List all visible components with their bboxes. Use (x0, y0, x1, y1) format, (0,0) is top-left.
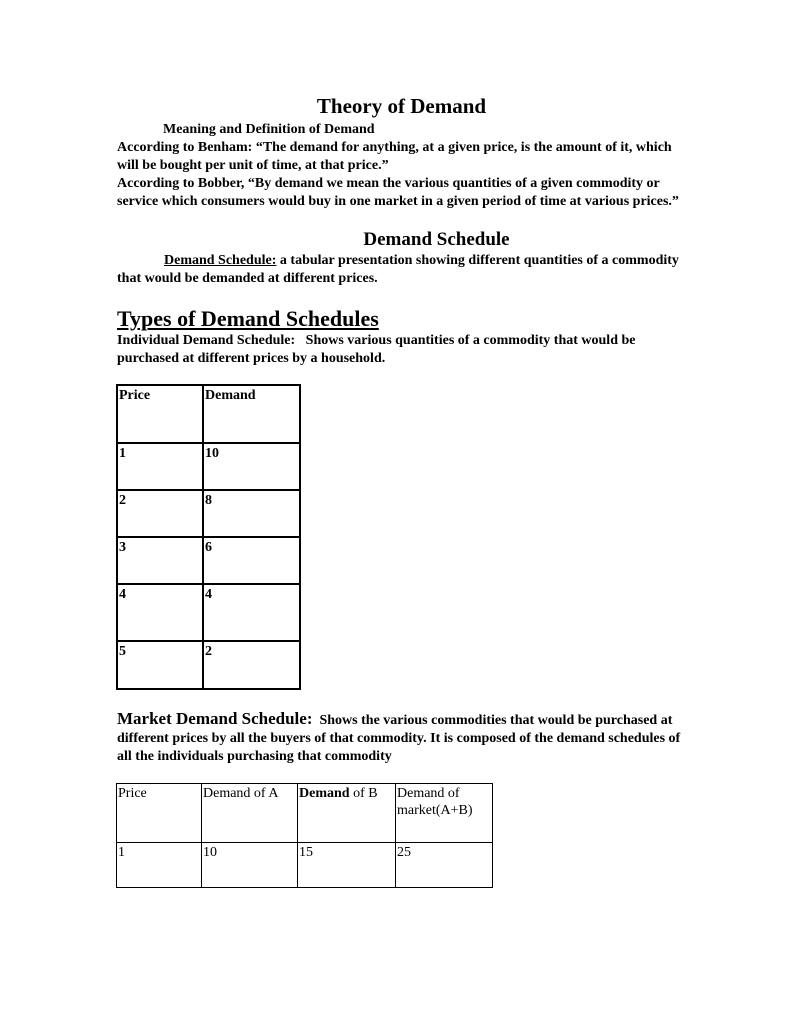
cell-demand-b: 15 (298, 843, 396, 888)
table-row (117, 641, 300, 689)
header-demand-market: Demand of market(A+B) (396, 784, 493, 843)
header-demand-b-bold: Demand (299, 786, 350, 801)
table-row (117, 537, 300, 584)
header-price: Price (117, 385, 203, 443)
table-row (117, 843, 493, 888)
benham-definition: According to Benham: “The demand for anything, at a given price, is the amount of it, which will be bought per unit of time, at that price.” (117, 140, 672, 173)
table-row (117, 443, 300, 490)
cell-demand: 2 (203, 641, 300, 689)
demand-schedule-text: a tabular presentation showing different quantities of a commodity that would be demanded at different prices. (117, 253, 679, 286)
market-demand-table (116, 783, 493, 888)
bobber-definition: According to Bobber, “By demand we mean the various quantities of a given commodity or service which consumers would buy in one market in a given period of time at various prices.” (117, 176, 679, 209)
cell-demand-market: 25 (396, 843, 493, 888)
document-title: Theory of Demand (316, 94, 487, 118)
cell-price: 1 (117, 843, 202, 888)
table-header-row (117, 784, 493, 843)
cell-demand: 8 (203, 490, 300, 537)
market-schedule-text: Shows the various commodities that would be purchased at different prices by all the buyers of that commodity. It is composed of the demand schedules of all the individuals purchasing that commodity (117, 713, 681, 764)
header-demand-b (298, 784, 396, 843)
cell-demand: 10 (203, 443, 300, 490)
header-demand: Demand (203, 385, 300, 443)
header-price: Price (117, 784, 202, 843)
cell-price: 4 (117, 584, 203, 641)
individual-demand-table (116, 384, 301, 690)
table-header-row (117, 385, 300, 443)
cell-price: 1 (117, 443, 203, 490)
demand-schedule-definition (117, 252, 687, 288)
cell-price: 5 (117, 641, 203, 689)
table-row (117, 490, 300, 537)
market-schedule-label: Market Demand Schedule: (117, 709, 313, 728)
meaning-heading: Meaning and Definition of Demand (163, 122, 375, 137)
header-demand-b-rest: of B (349, 786, 378, 801)
cell-price: 3 (117, 537, 203, 584)
cell-demand: 6 (203, 537, 300, 584)
individual-schedule-paragraph (117, 332, 687, 368)
individual-schedule-label: Individual Demand Schedule: (117, 333, 296, 348)
cell-demand-a: 10 (202, 843, 298, 888)
cell-price: 2 (117, 490, 203, 537)
market-schedule-paragraph (117, 710, 687, 766)
table-row (117, 584, 300, 641)
header-demand-a: Demand of A (202, 784, 298, 843)
individual-schedule-text: Shows various quantities of a commodity that would be purchased at different prices by a household. (117, 333, 636, 366)
demand-schedule-heading: Demand Schedule (363, 229, 510, 250)
cell-demand: 4 (203, 584, 300, 641)
demand-schedule-label: Demand Schedule: (164, 253, 277, 268)
types-heading: Types of Demand Schedules (117, 306, 379, 331)
